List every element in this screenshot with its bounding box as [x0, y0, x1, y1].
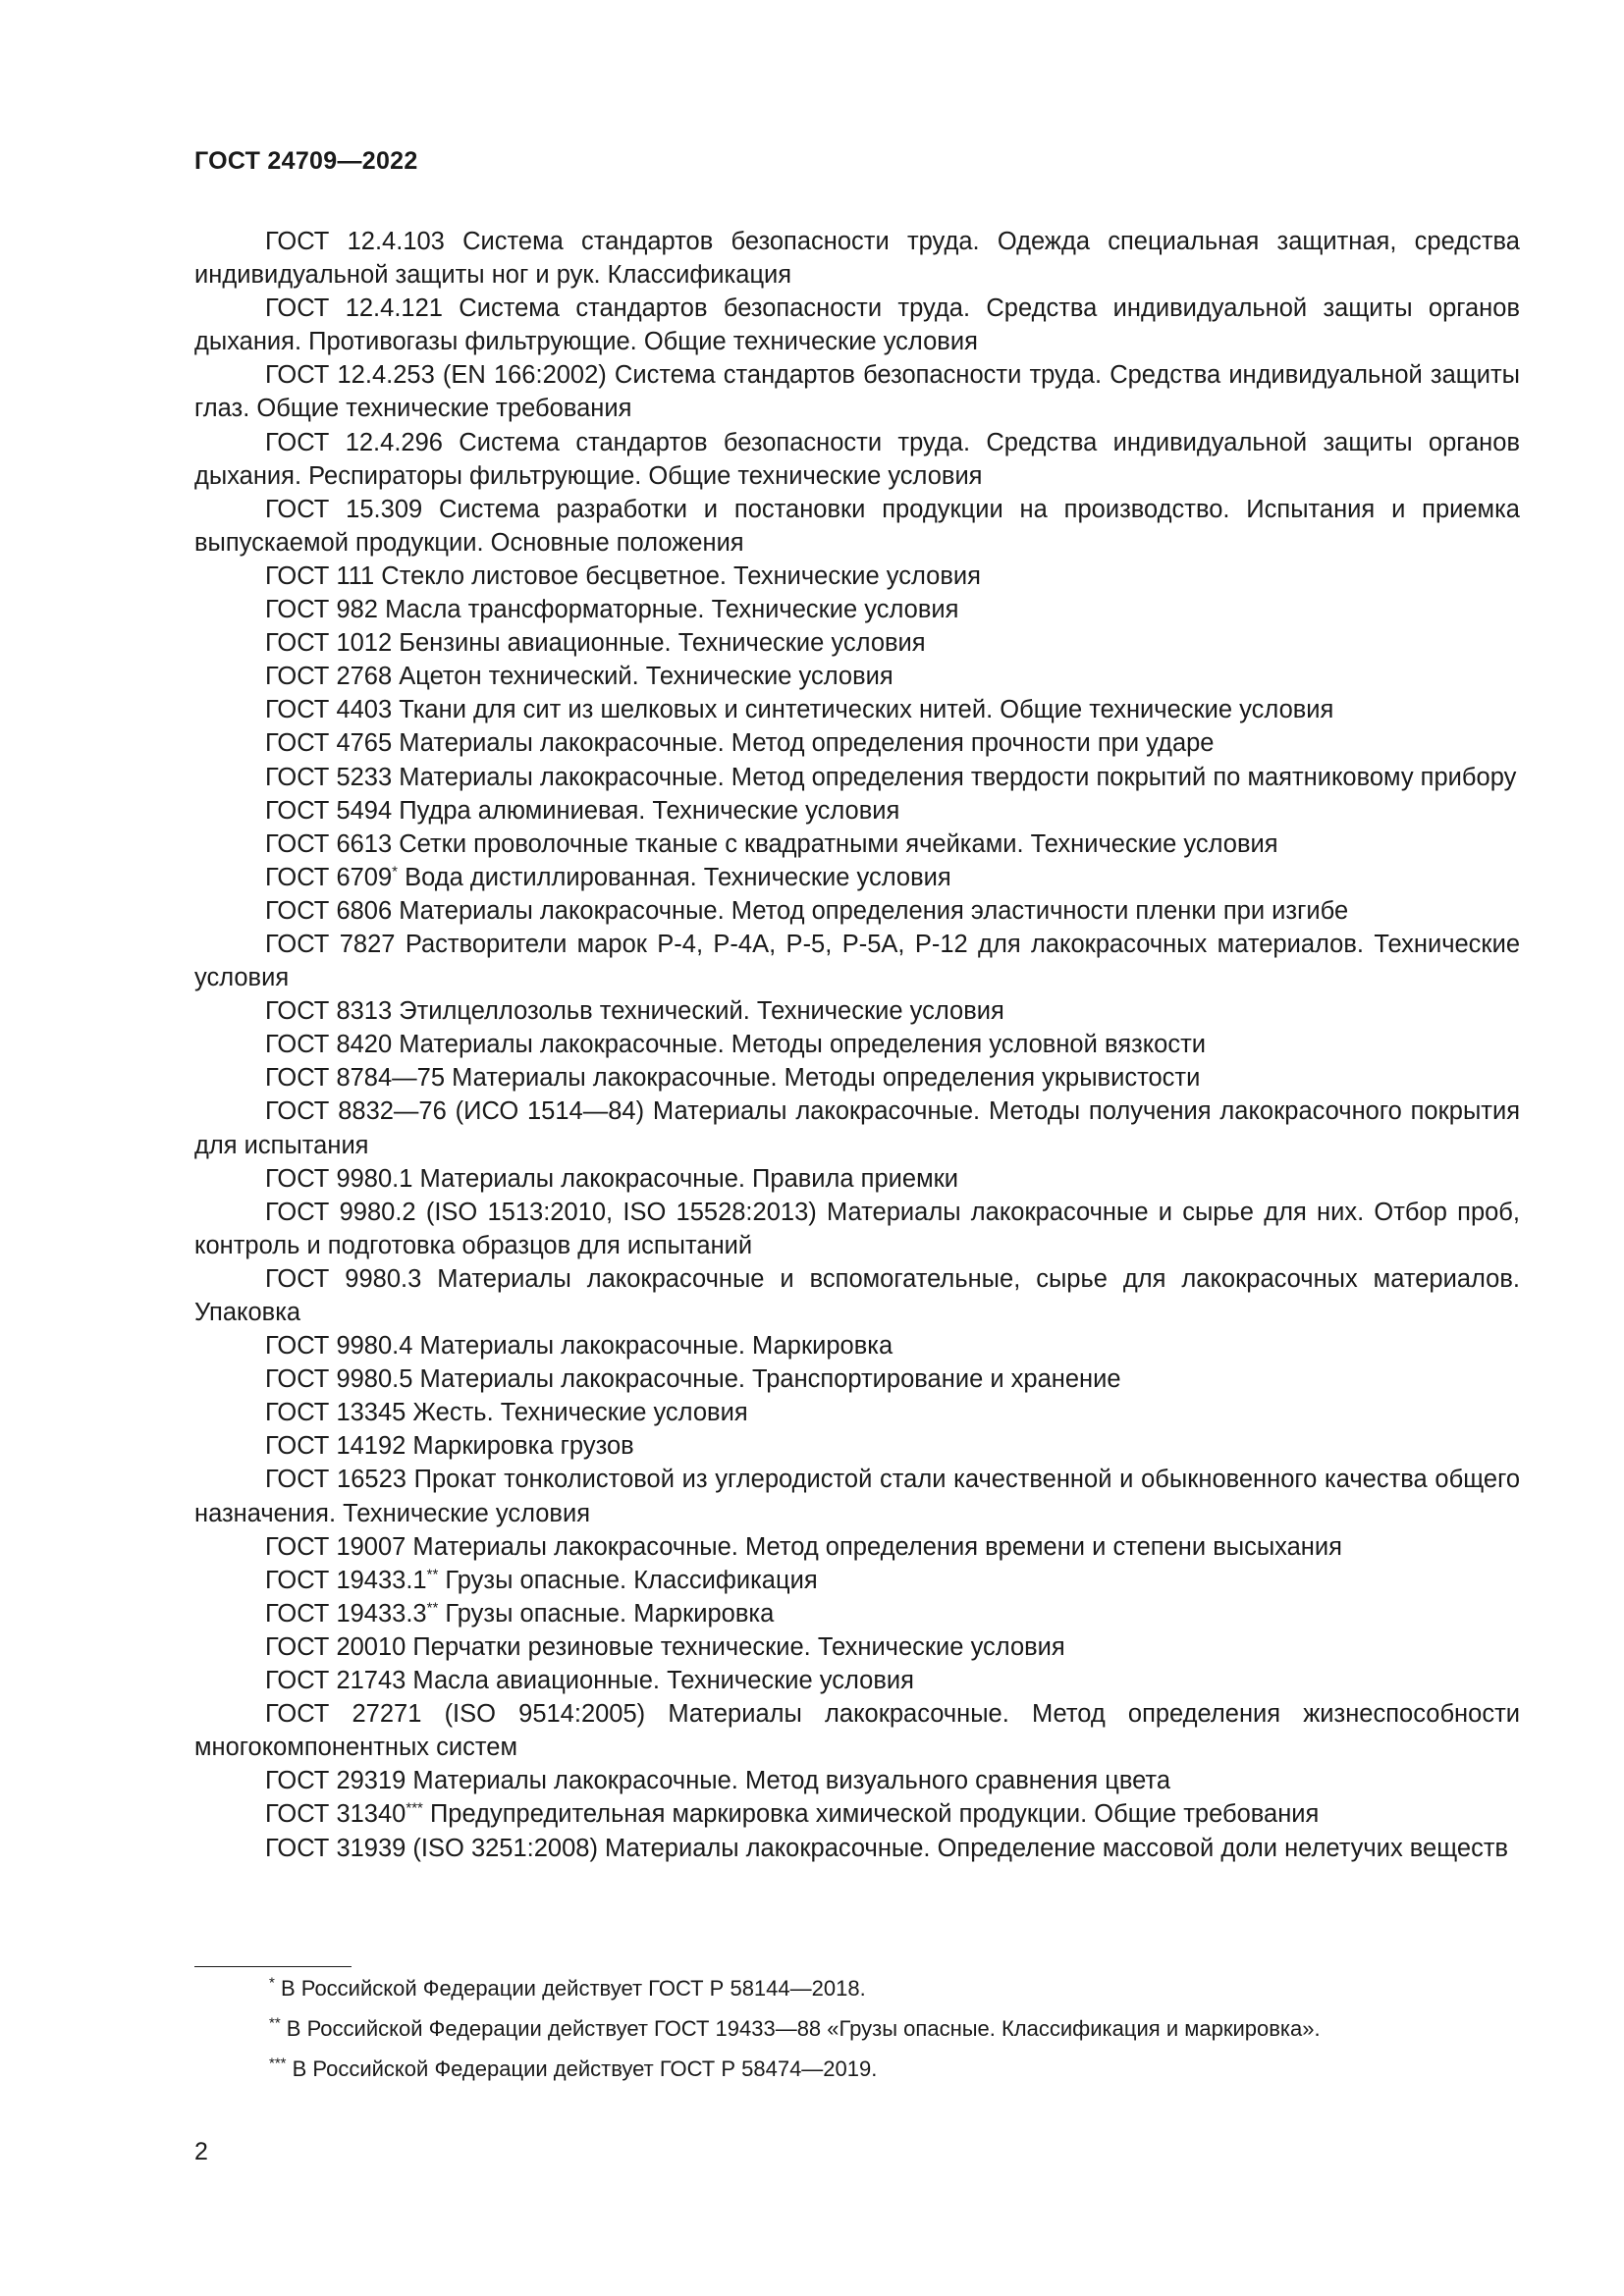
footnote-marker: ** — [426, 1599, 439, 1617]
reference-item: ГОСТ 7827 Растворители марок Р-4, Р-4А, Р-5, Р-5А, Р-12 для лакокрасочных материалов. Технические условия — [194, 930, 1520, 992]
reference-item: ГОСТ 14192 Маркировка грузов — [265, 1432, 634, 1461]
reference-item: ГОСТ 27271 (ISO 9514:2005) Материалы лакокрасочные. Метод определения жизнеспособности многокомпонентных систем — [194, 1700, 1520, 1762]
reference-item: ГОСТ 31939 (ISO 3251:2008) Материалы лакокрасочные. Определение массовой доли нелетучих веществ — [265, 1834, 1509, 1862]
reference-code: ГОСТ 31340 — [265, 1800, 406, 1829]
reference-item: ГОСТ 5233 Материалы лакокрасочные. Метод определения твердости покрытий по маятниковому прибору — [265, 763, 1517, 791]
reference-item: ГОСТ 15.309 Система разработки и постановки продукции на производство. Испытания и приемка выпускаемой продукции. Основные положения — [194, 495, 1520, 557]
reference-item: ГОСТ 8832—76 (ИСО 1514—84) Материалы лакокрасочные. Методы получения лакокрасочного покрытия для испытания — [194, 1097, 1520, 1159]
reference-item: ГОСТ 19007 Материалы лакокрасочные. Метод определения времени и степени высыхания — [265, 1532, 1342, 1561]
reference-item — [194, 1564, 1520, 1597]
reference-item: ГОСТ 9980.2 (ISO 1513:2010, ISO 15528:2013) Материалы лакокрасочные и сырье для них. Отбор проб, контроль и подготовка образцов для испытаний — [194, 1198, 1520, 1259]
reference-item: ГОСТ 8420 Материалы лакокрасочные. Методы определения условной вязкости — [265, 1031, 1207, 1059]
footnote-marker: ** — [426, 1566, 439, 1583]
document-header: ГОСТ 24709—2022 — [194, 147, 418, 175]
footnote-marker: *** — [269, 2055, 287, 2072]
footnote-marker: *** — [406, 1799, 423, 1817]
footnotes — [194, 1976, 1520, 2097]
reference-code: ГОСТ 19433.1 — [265, 1566, 427, 1594]
reference-title: Грузы опасные. Маркировка — [438, 1599, 775, 1628]
reference-item: ГОСТ 4765 Материалы лакокрасочные. Метод определения прочности при ударе — [265, 729, 1215, 758]
reference-item — [194, 1597, 1520, 1630]
footnote-text: В Российской Федерации действует ГОСТ Р 58474—2019. — [286, 2056, 878, 2081]
reference-item: ГОСТ 21743 Масла авиационные. Технические условия — [265, 1667, 914, 1695]
reference-item — [194, 861, 1520, 894]
reference-item: ГОСТ 12.4.296 Система стандартов безопасности труда. Средства индивидуальной защиты органов дыхания. Респираторы фильтрующие. Общие технические условия — [194, 428, 1520, 490]
reference-item: ГОСТ 20010 Перчатки резиновые технические. Технические условия — [265, 1632, 1065, 1661]
reference-item: ГОСТ 111 Стекло листовое бесцветное. Технические условия — [265, 561, 981, 590]
reference-title: Грузы опасные. Классификация — [438, 1566, 818, 1594]
reference-item: ГОСТ 1012 Бензины авиационные. Технические условия — [265, 629, 926, 658]
footnote-text: В Российской Федерации действует ГОСТ 19433—88 «Грузы опасные. Классификация и маркировка». — [280, 2016, 1321, 2041]
footnote-marker: * — [269, 1974, 275, 1992]
reference-item: ГОСТ 9980.3 Материалы лакокрасочные и вспомогательные, сырье для лакокрасочных материалов. Упаковка — [194, 1264, 1520, 1326]
reference-item: ГОСТ 5494 Пудра алюминиевая. Технические условия — [265, 796, 900, 825]
reference-title: Вода дистиллированная. Технические условия — [398, 863, 951, 891]
reference-item: ГОСТ 2768 Ацетон технический. Технические условия — [265, 663, 893, 691]
page-number: 2 — [194, 2138, 208, 2165]
reference-code: ГОСТ 19433.3 — [265, 1599, 427, 1628]
reference-item: ГОСТ 13345 Жесть. Технические условия — [265, 1399, 748, 1427]
normative-references-list — [194, 225, 1520, 1865]
footnote-marker: ** — [269, 2014, 281, 2032]
reference-item: ГОСТ 12.4.253 (EN 166:2002) Система стандартов безопасности труда. Средства индивидуальной защиты глаз. Общие технические требования — [194, 361, 1520, 423]
reference-item: ГОСТ 12.4.103 Система стандартов безопасности труда. Одежда специальная защитная, средства индивидуальной защиты ног и рук. Классификация — [194, 228, 1520, 290]
reference-code: ГОСТ 6709 — [265, 863, 393, 891]
reference-item — [194, 1797, 1520, 1831]
footnote — [194, 2056, 1520, 2082]
reference-item: ГОСТ 8784—75 Материалы лакокрасочные. Методы определения укрывистости — [265, 1064, 1201, 1093]
reference-item: ГОСТ 6806 Материалы лакокрасочные. Метод определения эластичности пленки при изгибе — [265, 896, 1349, 925]
reference-item: ГОСТ 12.4.121 Система стандартов безопасности труда. Средства индивидуальной защиты органов дыхания. Противогазы фильтрующие. Общие технические условия — [194, 294, 1520, 356]
footnote — [194, 2016, 1520, 2042]
reference-item: ГОСТ 8313 Этилцеллозольв технический. Технические условия — [265, 997, 1004, 1026]
reference-item: ГОСТ 29319 Материалы лакокрасочные. Метод визуального сравнения цвета — [265, 1767, 1171, 1795]
footnote-marker: * — [392, 863, 399, 881]
reference-item: ГОСТ 9980.1 Материалы лакокрасочные. Правила приемки — [265, 1164, 959, 1193]
footnote-separator — [194, 1966, 352, 1967]
footnote-text: В Российской Федерации действует ГОСТ Р 58144—2018. — [274, 1976, 866, 2001]
reference-item: ГОСТ 9980.4 Материалы лакокрасочные. Маркировка — [265, 1332, 893, 1361]
reference-title: Предупредительная маркировка химической продукции. Общие требования — [422, 1800, 1320, 1829]
reference-item: ГОСТ 4403 Ткани для сит из шелковых и синтетических нитей. Общие технические условия — [265, 696, 1334, 724]
reference-item: ГОСТ 6613 Сетки проволочные тканые с квадратными ячейками. Технические условия — [265, 829, 1278, 858]
reference-item: ГОСТ 982 Масла трансформаторные. Технические условия — [265, 596, 959, 624]
footnote — [194, 1976, 1520, 2002]
reference-item: ГОСТ 9980.5 Материалы лакокрасочные. Транспортирование и хранение — [265, 1365, 1121, 1394]
reference-item: ГОСТ 16523 Прокат тонколистовой из углеродистой стали качественной и обыкновенного качества общего назначения. Технические условия — [194, 1466, 1520, 1527]
